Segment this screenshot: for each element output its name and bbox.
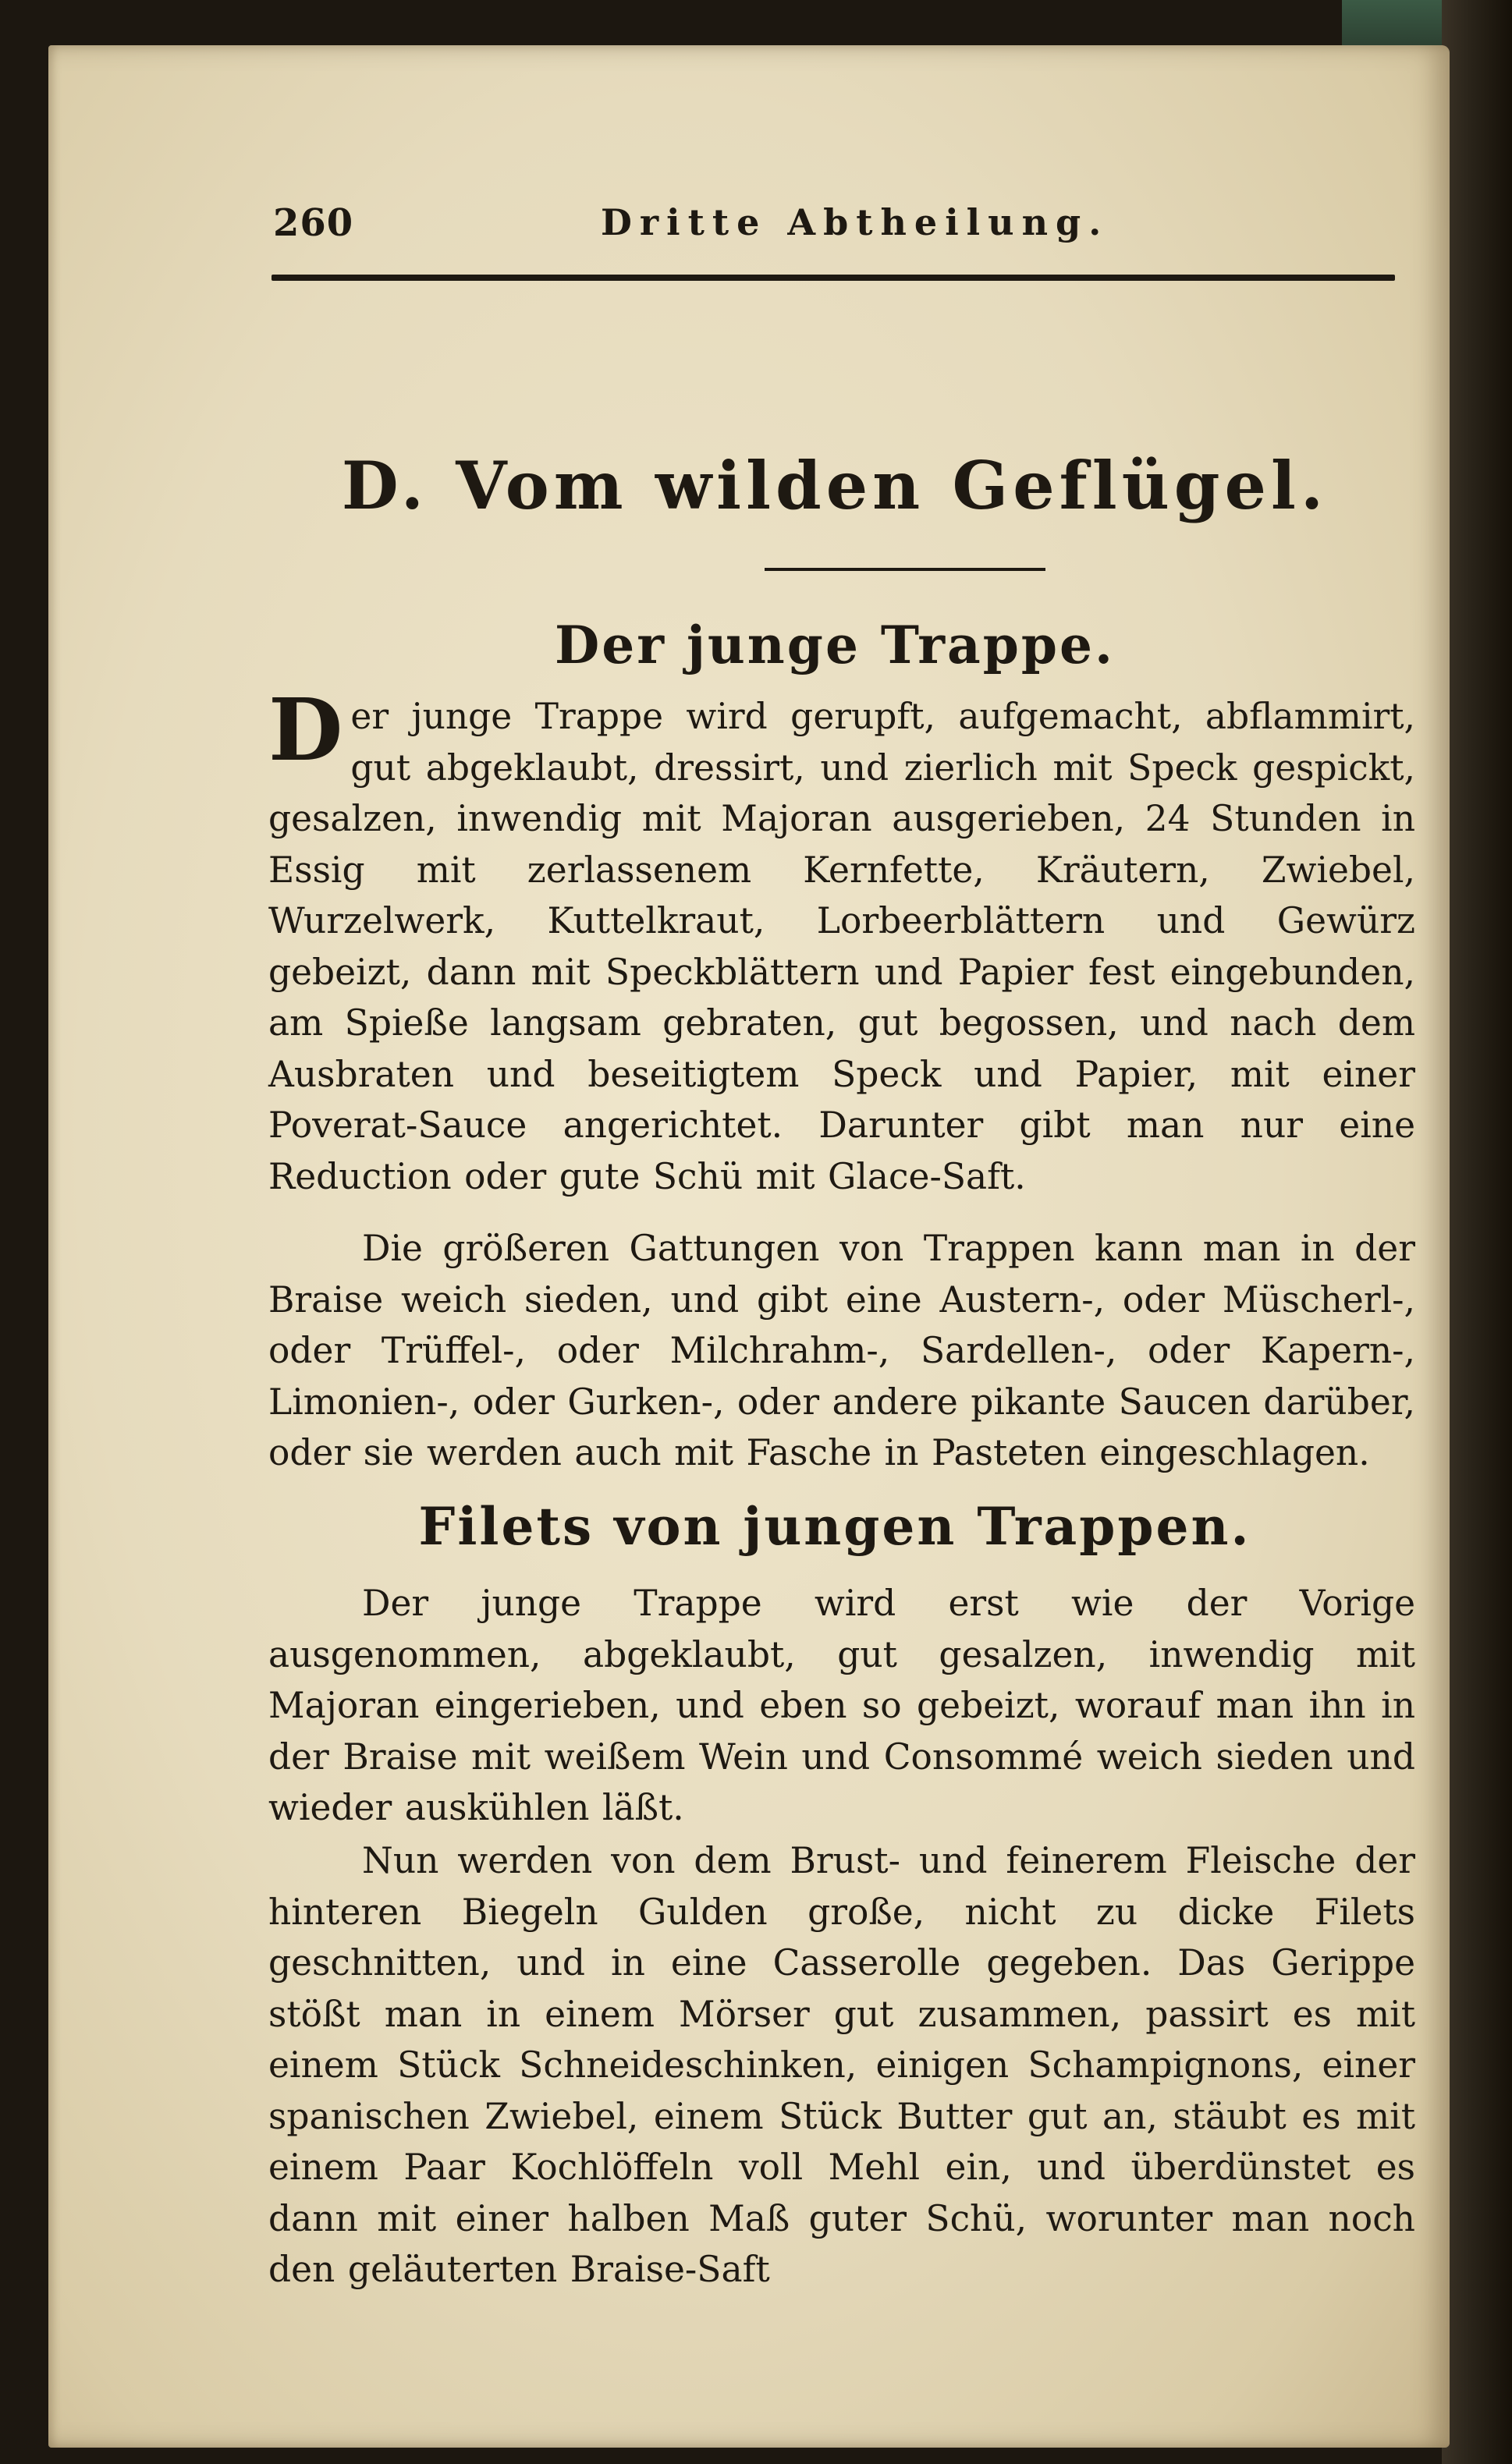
book-page — [48, 45, 1450, 2448]
paragraph — [268, 1223, 1415, 1479]
running-head — [226, 201, 1412, 256]
section-title: D. Vom wilden Geflügel. — [341, 447, 1329, 524]
page-number: 260 — [273, 201, 354, 245]
recipe-title-trappe: Der junge Trappe. — [554, 615, 1116, 675]
page-content — [226, 201, 1415, 2290]
drop-cap: D — [268, 679, 343, 780]
running-title: Dritte Abtheilung. — [601, 201, 1109, 243]
paragraph-text: er junge Trappe wird gerupft, aufgemacht, abflammirt, gut abgeklaubt, dressirt, und zierlich mit Speck gespickt, gesalzen, inwendig mit Majoran ausgerieben, 24 Stunden in Essig mit zerlassenem Kernfette, Kräutern, Zwiebel, Wurzelwerk, Kuttelkraut, Lorbeerblättern und Gewürz gebeizt, dann mit Speckblättern und Papier fest eingebunden, am Spieße langsam gebraten, gut begossen, und nach dem Ausbraten und beseitigtem Speck und Papier, mit einer Poverat-Sauce angerichtet. Darunter gibt man nur eine Reduction oder gute Schü mit Glace-Saft. — [268, 696, 1415, 1197]
paragraph-text: Nun werden von dem Brust- und feinerem Fleische der hinteren Biegeln Gulden große, nicht zu dicke Filets geschnitten, und in eine Casserolle gegeben. Das Gerippe stößt man in einem Mörser gut zusammen, passirt es mit einem Stück Schneideschinken, einigen Schampignons, einer spanischen Zwiebel, einem Stück Butter gut an, stäubt es mit einem Paar Kochlöffeln voll Mehl ein, und überdünstet es dann mit einer halben Maß guter Schü, worunter man noch den geläuterten Braise-Saft — [268, 1840, 1415, 2290]
paragraph-text: Der junge Trappe wird erst wie der Vorige ausgenommen, abgeklaubt, gut gesalzen, inwendig mit Majoran eingerieben, und eben so gebeizt, worauf man ihn in der Braise mit weißem Wein und Consommé weich sieden und wieder auskühlen läßt. — [268, 1583, 1415, 1828]
section-divider — [765, 568, 1045, 571]
paragraph — [268, 679, 1415, 1202]
book-page-edges — [1442, 0, 1512, 2464]
paragraph — [268, 1835, 1415, 2296]
paragraph — [268, 1578, 1415, 1834]
header-rule — [272, 275, 1395, 281]
recipe-title-filets: Filets von jungen Trappen. — [418, 1496, 1251, 1557]
paragraph-text: Die größeren Gattungen von Trappen kann man in der Braise weich sieden, und gibt eine Austern-, oder Müscherl-, oder Trüffel-, oder Milchrahm-, Sardellen-, oder Kapern-, Limonien-, oder Gurken-, oder andere pikante Saucen darüber, oder sie werden auch mit Fasche in Pasteten eingeschlagen. — [268, 1228, 1415, 1473]
